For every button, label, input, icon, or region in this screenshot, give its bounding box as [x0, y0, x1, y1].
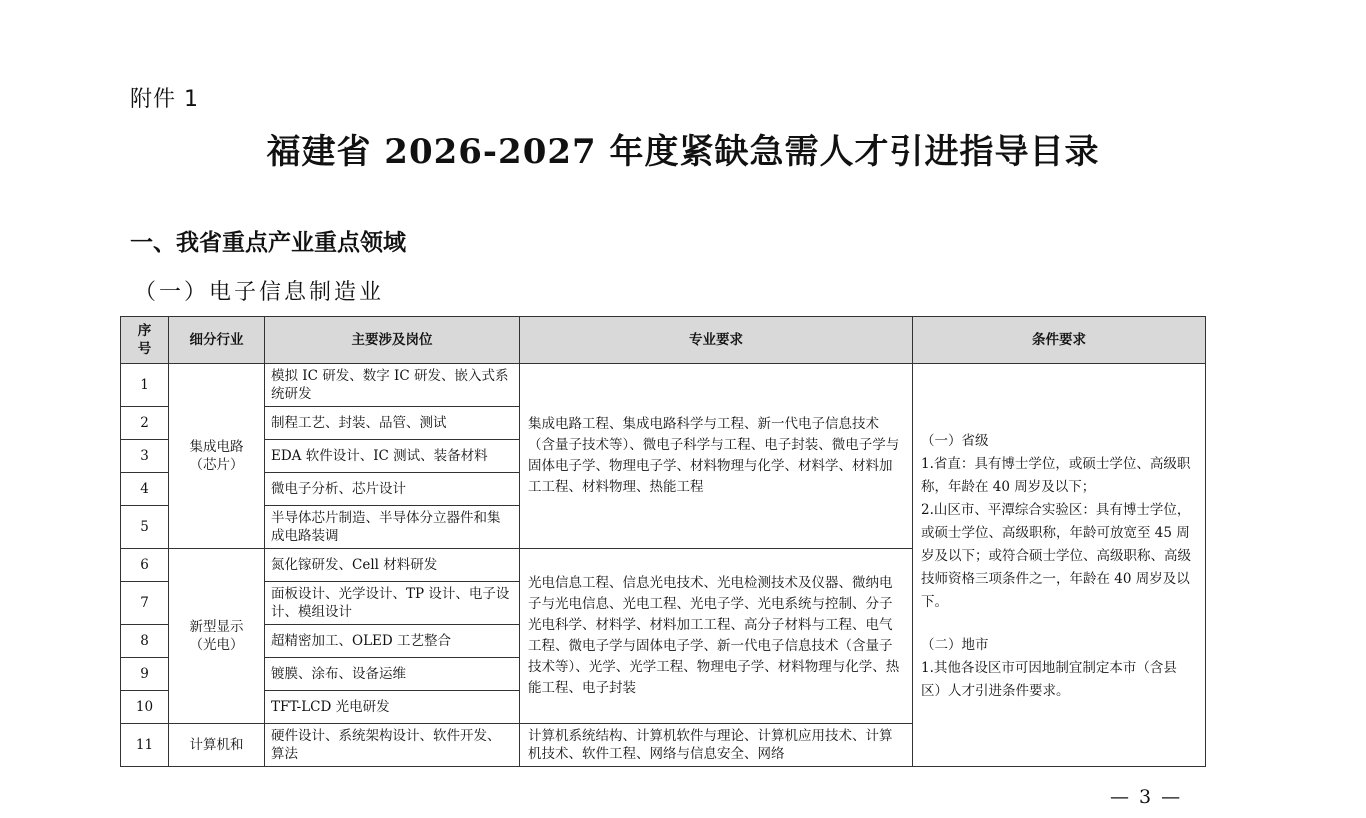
position-cell: 微电子分析、芯片设计 [265, 473, 520, 506]
conditions-provincial-heading: （一）省级 [921, 433, 989, 449]
header-no [121, 317, 169, 364]
industry-name: 新型显示 [189, 619, 244, 635]
row-no: 7 [121, 582, 169, 625]
table-header-row [121, 317, 1206, 364]
row-no: 1 [121, 364, 169, 407]
row-no: 11 [121, 724, 169, 767]
position-cell: EDA 软件设计、IC 测试、装备材料 [265, 440, 520, 473]
conditions-local-heading: （二）地市 [921, 637, 989, 653]
position-cell: 制程工艺、封装、品管、测试 [265, 407, 520, 440]
header-no-text: 序号 [137, 323, 152, 357]
position-cell: 半导体芯片制造、半导体分立器件和集成电路装调 [265, 506, 520, 549]
position-cell: 面板设计、光学设计、TP 设计、电子设计、模组设计 [265, 582, 520, 625]
row-no: 10 [121, 691, 169, 724]
position-cell: 硬件设计、系统架构设计、软件开发、算法 [265, 724, 520, 767]
section-heading-1: 一、我省重点产业重点领域 [130, 230, 406, 256]
position-cell: 镀膜、涂布、设备运维 [265, 658, 520, 691]
document-title: 福建省 2026-2027 年度紧缺急需人才引进指导目录 [266, 132, 1100, 172]
industry-cell [169, 549, 265, 724]
header-positions: 主要涉及岗位 [265, 317, 520, 364]
conditions-provincial-item-1: 1.省直：具有博士学位，或硕士学位、高级职称，年龄在 40 周岁及以下； [921, 456, 1191, 495]
row-no: 5 [121, 506, 169, 549]
industry-name: 集成电路 [189, 439, 244, 455]
talent-catalog-table [120, 316, 1206, 767]
header-conditions: 条件要求 [913, 317, 1206, 364]
header-majors: 专业要求 [520, 317, 913, 364]
header-industry: 细分行业 [169, 317, 265, 364]
conditions-provincial-item-2: 2.山区市、平潭综合实验区：具有博士学位，或硕士学位、高级职称，年龄可放宽至 45 周岁及以下；或符合硕士学位、高级职称、高级技师资格三项条件之一，年龄在 40 周岁及以下。 [921, 502, 1191, 610]
majors-cell: 光电信息工程、信息光电技术、光电检测技术及仪器、微纳电子与光电信息、光电工程、光电子学、光电系统与控制、分子光电科学、材料学、材料加工工程、高分子材料与工程、电气工程、微电子学与固体电子学、新一代电子信息技术（含量子技术等）、光学、光学工程、物理电子学、材料物理与化学、热能工程、电子封装 [520, 549, 913, 724]
row-no: 6 [121, 549, 169, 582]
attachment-label: 附件 1 [130, 87, 199, 112]
majors-cell: 计算机系统结构、计算机软件与理论、计算机应用技术、计算机技术、软件工程、网络与信息安全、网络 [520, 724, 913, 767]
industry-subname: （光电） [189, 637, 244, 653]
position-cell: 模拟 IC 研发、数字 IC 研发、嵌入式系统研发 [265, 364, 520, 407]
position-cell: 氮化镓研发、Cell 材料研发 [265, 549, 520, 582]
industry-cell: 计算机和 [169, 724, 265, 767]
row-no: 2 [121, 407, 169, 440]
table-row [121, 364, 1206, 407]
industry-cell [169, 364, 265, 549]
industry-subname: （芯片） [189, 457, 244, 473]
position-cell: 超精密加工、OLED 工艺整合 [265, 625, 520, 658]
section-heading-1-1: （一）电子信息制造业 [134, 280, 385, 305]
position-cell: TFT-LCD 光电研发 [265, 691, 520, 724]
conditions-local-item-1: 1.其他各设区市可因地制宜制定本市（含县区）人才引进条件要求。 [921, 660, 1177, 699]
row-no: 9 [121, 658, 169, 691]
row-no: 4 [121, 473, 169, 506]
majors-cell: 集成电路工程、集成电路科学与工程、新一代电子信息技术（含量子技术等）、微电子科学与工程、电子封装、微电子学与固体电子学、物理电子学、材料物理与化学、材料学、材料加工工程、材料物理、热能工程 [520, 364, 913, 549]
conditions-cell [913, 364, 1206, 767]
row-no: 8 [121, 625, 169, 658]
row-no: 3 [121, 440, 169, 473]
page-number: — 3 — [1110, 786, 1183, 808]
